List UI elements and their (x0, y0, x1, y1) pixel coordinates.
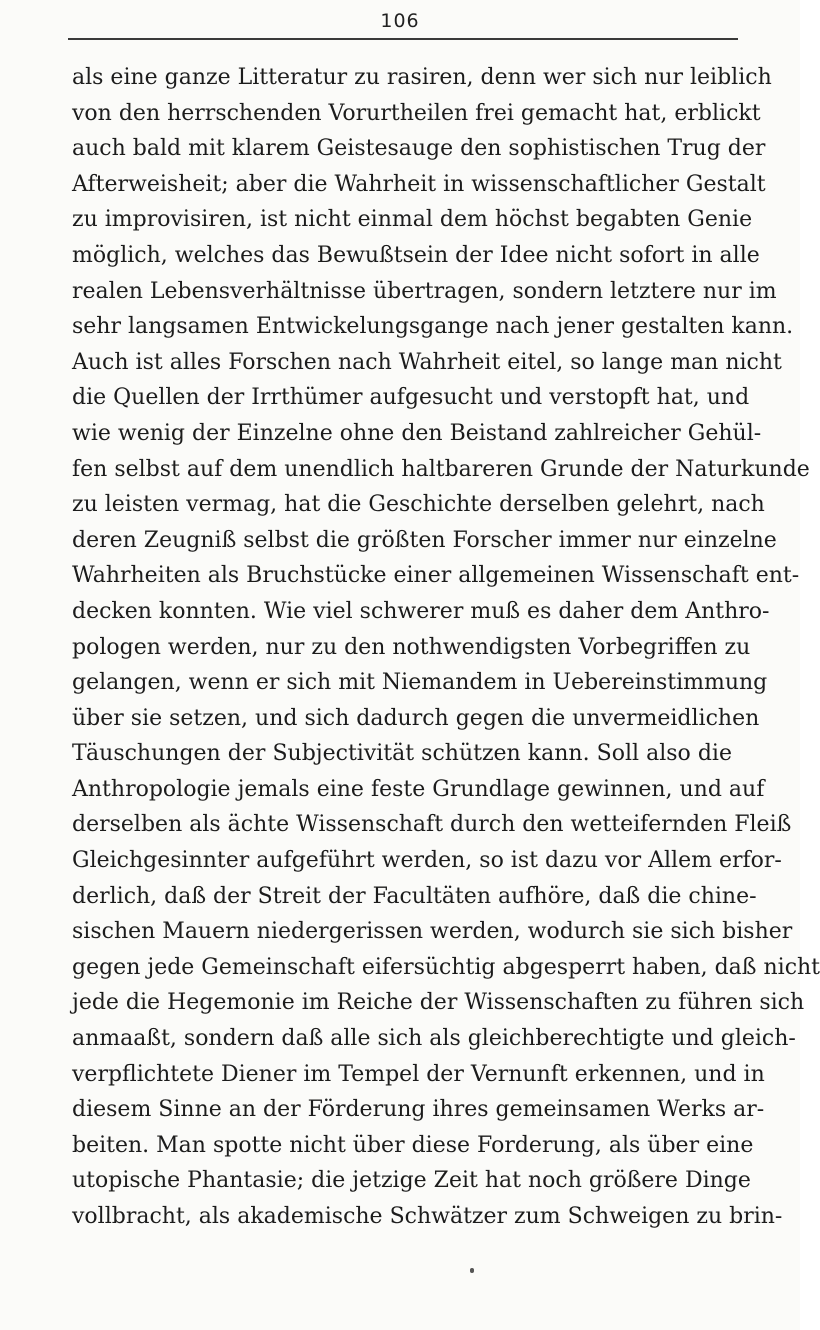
text-line: realen Lebensverhältnisse übertragen, sondern letztere nur im (72, 278, 777, 304)
text-line: als eine ganze Litteratur zu rasiren, denn wer sich nur leiblich (72, 65, 772, 90)
text-line: Auch ist alles Forschen nach Wahrheit eitel, so lange man nicht (72, 349, 782, 375)
text-line: Afterweisheit; aber die Wahrheit in wissenschaftlicher Gestalt (72, 171, 766, 197)
body-text (72, 60, 820, 1235)
text-line: Wahrheiten als Bruchstücke einer allgemeinen Wissenschaft ent- (72, 563, 800, 589)
text-line: anmaaßt, sondern daß alle sich als gleichberechtigte und gleich- (72, 1026, 796, 1052)
page-number: 106 (380, 10, 420, 32)
text-line: deren Zeugniß selbst die größten Forscher immer nur einzelne (72, 527, 777, 553)
text-line: Anthropologie jemals eine feste Grundlage gewinnen, und auf (72, 776, 765, 802)
text-line: gelangen, wenn er sich mit Niemandem in Uebereinstimmung (72, 670, 768, 696)
text-line: jede die Hegemonie im Reiche der Wissenschaften zu führen sich (72, 990, 805, 1016)
text-line: derlich, daß der Streit der Facultäten aufhöre, daß die chine- (72, 883, 757, 909)
text-line: Gleichgesinnter aufgeführt werden, so ist dazu vor Allem erfor- (72, 848, 782, 874)
ink-speck (470, 1268, 474, 1273)
text-line: diesem Sinne an der Förderung ihres gemeinsamen Werks ar- (72, 1097, 765, 1123)
text-line: auch bald mit klarem Geistesauge den sophistischen Trug der (72, 136, 766, 162)
text-line: sehr langsamen Entwickelungsgange nach jener gestalten kann. (72, 314, 794, 340)
text-line: beiten. Man spotte nicht über diese Forderung, als über eine (72, 1132, 754, 1158)
text-line: vollbracht, als akademische Schwätzer zum Schweigen zu brin- (72, 1204, 783, 1229)
text-line: pologen werden, nur zu den nothwendigsten Vorbegriffen zu (72, 634, 751, 660)
text-line: sischen Mauern niedergerissen werden, wodurch sie sich bisher (72, 919, 793, 945)
text-line: Täuschungen der Subjectivität schützen kann. Soll also die (72, 741, 732, 767)
header-rule (68, 38, 738, 40)
text-line: möglich, welches das Bewußtsein der Idee nicht sofort in alle (72, 242, 760, 268)
text-line: fen selbst auf dem unendlich haltbareren Grunde der Naturkunde (72, 456, 810, 482)
text-line: verpflichtete Diener im Tempel der Vernunft erkennen, und in (72, 1061, 765, 1087)
text-line: wie wenig der Einzelne ohne den Beistand zahlreicher Gehül- (72, 420, 762, 446)
text-line: zu improvisiren, ist nicht einmal dem höchst begabten Genie (72, 207, 753, 233)
text-line: die Quellen der Irrthümer aufgesucht und verstopft hat, und (72, 385, 750, 411)
text-line: derselben als ächte Wissenschaft durch den wetteifernden Fleiß (72, 812, 792, 838)
text-line: gegen jede Gemeinschaft eifersüchtig abgesperrt haben, daß nicht (72, 954, 820, 980)
text-line: von den herrschenden Vorurtheilen frei gemacht hat, erblickt (72, 100, 761, 126)
text-line: utopische Phantasie; die jetzige Zeit hat noch größere Dinge (72, 1168, 751, 1194)
text-line: decken konnten. Wie viel schwerer muß es daher dem Anthro- (72, 598, 770, 624)
text-line: über sie setzen, und sich dadurch gegen die unvermeidlichen (72, 705, 760, 731)
text-line: zu leisten vermag, hat die Geschichte derselben gelehrt, nach (72, 492, 765, 518)
